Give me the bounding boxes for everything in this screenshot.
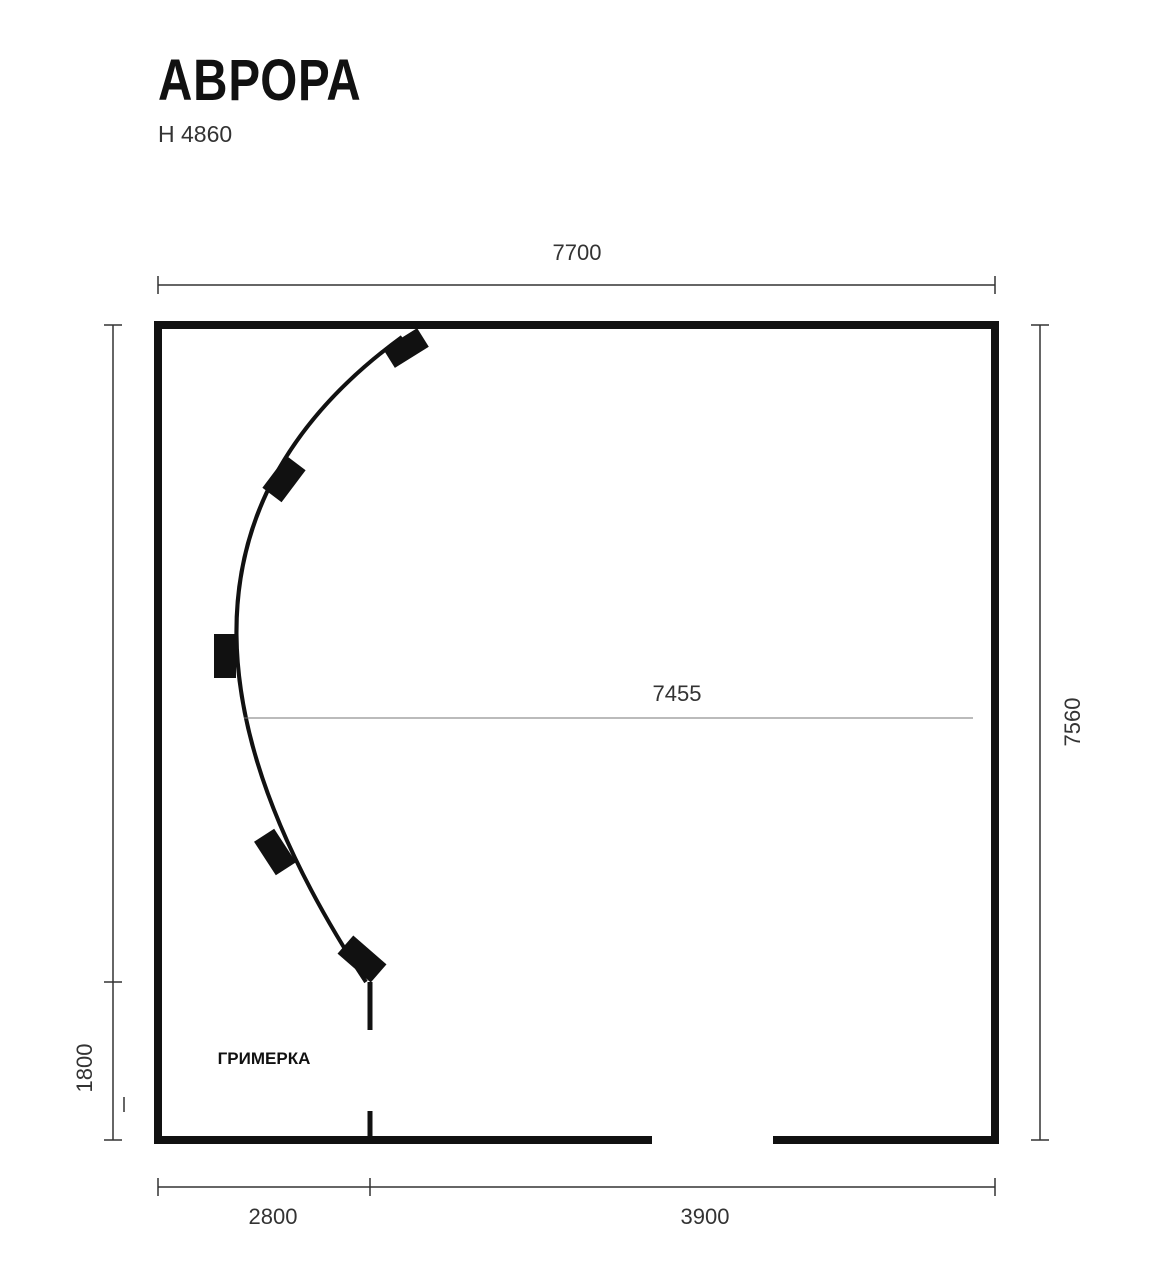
dim-overall-width-label: 7700 bbox=[552, 240, 602, 265]
light-fixtures bbox=[214, 328, 429, 982]
cyclorama-curve bbox=[236, 337, 402, 982]
dim-overall-width bbox=[158, 240, 995, 294]
ceiling-height: Н 4860 bbox=[158, 121, 233, 147]
light-fixture-icon bbox=[383, 328, 429, 368]
light-fixture-icon bbox=[254, 829, 296, 876]
dim-overall-depth bbox=[1031, 325, 1085, 1140]
dim-bottom bbox=[158, 1178, 995, 1229]
hall-title: АВРОРА bbox=[158, 48, 362, 113]
dim-left bbox=[72, 325, 124, 1140]
dim-interior-span-label: 7455 bbox=[652, 681, 702, 706]
dim-interior-span bbox=[244, 681, 973, 718]
dim-bottom-right-label: 3900 bbox=[680, 1204, 730, 1229]
dressing-room-label: ГРИМЕРКА bbox=[217, 1049, 311, 1068]
dim-dressing-room-label: 1800 bbox=[72, 1043, 97, 1093]
light-fixture-icon bbox=[262, 456, 305, 502]
walls bbox=[158, 325, 995, 1140]
dim-bottom-left-label: 2800 bbox=[248, 1204, 298, 1229]
light-fixture-icon bbox=[214, 634, 236, 678]
dim-overall-depth-label: 7560 bbox=[1060, 697, 1085, 747]
